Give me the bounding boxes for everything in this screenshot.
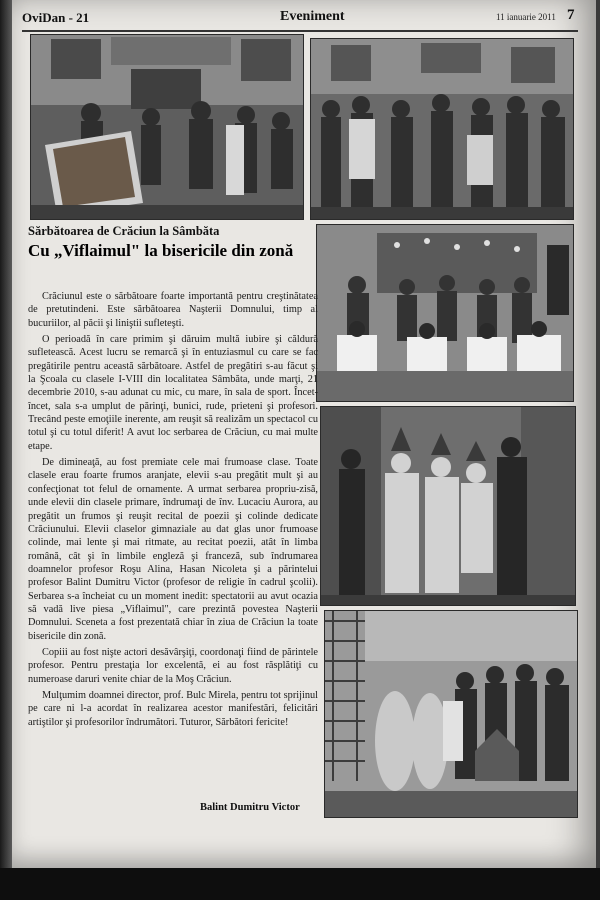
issue-date: 11 ianuarie 2011 (496, 12, 556, 22)
article-author: Balint Dumitru Victor (200, 802, 300, 813)
article-kicker: Sărbătoarea de Crăciun la Sâmbăta (28, 224, 220, 238)
publication-name: OviDan - 21 (22, 10, 90, 25)
page-header (22, 8, 580, 28)
article-body (28, 290, 318, 732)
article-headline: Cu „Viflaimul" la bisericile din zonă (28, 241, 294, 260)
article-paragraph: O perioadă în care primim şi dăruim multă iubire şi căldură sufletească. Acest lucru se remarcă şi în entuziasmul cu care se fac pregătirile pentru această sărbătoare. Astfel de pregătiri s-au făcut şi la Şcoala cu clasele I-VIII din localitatea Sâmbăta, unde marţi, 21 decembrie 2010, s-au adunat cu mic, cu mare, în sala de sport. Încet-încet, sala s-a umplut de părinţi, bunici, rude, prieteni şi profesori. Trecând peste emoţiile inerente, am reuşit să realizăm un spectacol cu totul şi cu totul diferit! A avut loc serbarea de Crăciun, cu mai multe etape. (28, 334, 318, 452)
photo-nativity-costumes (320, 406, 576, 606)
article-paragraph: Crăciunul este o sărbătoare foarte importantă pentru creştinătatea de pretutindeni. Este sărbătoarea Naşterii Domnului, timp al bucuriilor, al păcii şi liniştii sufleteşti. (28, 291, 318, 329)
header-rule (22, 30, 578, 32)
article-paragraph: Mulţumim doamnei director, prof. Bulc Mirela, pentru tot sprijinul pe care ni l-a acordat în realizarea acestor manifestări, felicitări artiştilor şi profesorilor îndrumători. Tuturor, Sărbători fericite! (28, 689, 318, 728)
page-binding-edge (0, 0, 12, 868)
page-number: 7 (567, 7, 575, 23)
photo-church-interior (30, 34, 304, 220)
background-surface (0, 868, 600, 900)
photo-school-children (316, 224, 574, 402)
article-paragraph: Copiii au fost nişte actori desăvârşiţi, coordonaţi fiind de părintele profesor. Pentru prestaţia lor excelentă, ei au fost răsplătiţi cu numeroase daruri venite chiar de la Moş Crăciun. (28, 646, 318, 685)
section-name: Eveniment (280, 9, 345, 24)
article-paragraph: De dimineaţă, au fost premiate cele mai frumoase clase. Toate clasele erau foarte frumos aranjate, elevii s-au pregătit mult şi au confecţionat tot felul de ornamente. A urmat serbarea propriu-zisă, unde elevii din clasele primare, îndrumaţi de înv. Lucaciu Aurora, au pregătit un frumos şi reuşit recital de poezii şi colinde dedicate Crăciunului. Elevii claselor gimnaziale au dat glas unor frumoase colinde, mai lente şi mai ritmate, au recitat poezii, atât în limba română, cât şi în limbile engleză şi franceză, sub îndrumarea doamnelor profesor Roşu Alina, Hasan Nicoleta şi a părintelui profesor Balint Dumitru Victor (profesor de religie în cadrul şcolii). Serbarea s-a încheiat cu un moment inedit: spectatorii au avut ocazia să vadă live piesa „Viflaimul", care prezintă povestea Naşterii Domnului. Sceneta a fost prezentată chiar în ziua de Crăciun la toate bisericile din zonă. (28, 457, 318, 642)
photo-gym-performance (324, 610, 578, 818)
photo-church-crowd (310, 38, 574, 220)
